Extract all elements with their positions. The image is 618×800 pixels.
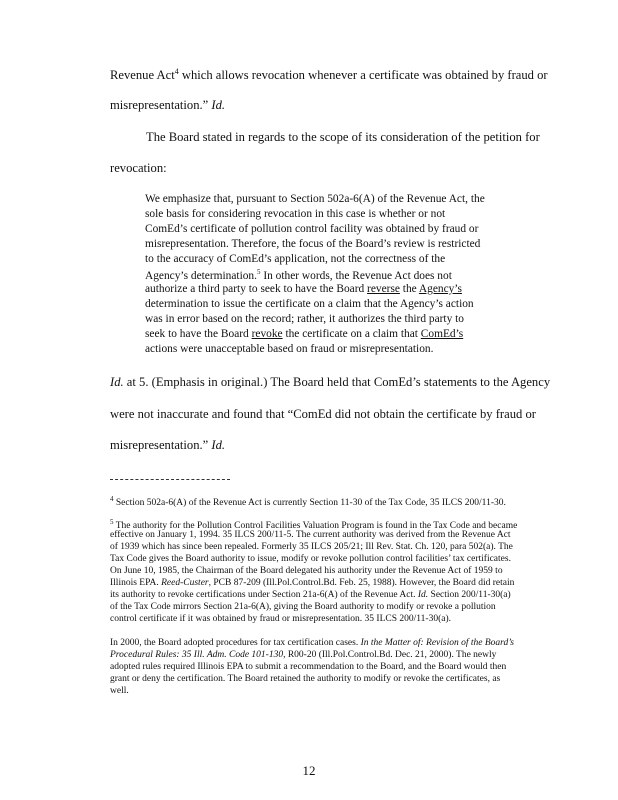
body-line: were not inaccurate and found that “ComEd did not obtain the certificate by fraud or xyxy=(110,407,536,421)
footnote-line: well. xyxy=(110,686,129,696)
footnote-line: $^5$ The authority for the Pollution Control Facilities Valuation Program is found in the Tax Code and became xyxy=(110,518,518,532)
body-line: Revenue Act$^4$ which allows revocation whenever a certificate was obtained by fraud or xyxy=(110,67,548,83)
quote-line: determination to issue the certificate on a claim that the Agency’s action xyxy=(145,298,474,310)
footnote-line: grant or deny the certification. The Board retained the authority to modify or revoke the certificates, as xyxy=(110,674,501,684)
footnote-line: Procedural Rules: 35 Ill. Adm. Code 101-130, R00-20 (Ill.Pol.Control.Bd. Dec. 21, 2000). The newly xyxy=(110,650,497,660)
body-line: The Board stated in regards to the scope of its consideration of the petition for xyxy=(146,130,540,144)
quote-line: was in error based on the record; rather, it authorizes the third party to xyxy=(145,313,464,325)
footnote-line: effective on January 1, 1994. 35 ILCS 200/11-5. The current authority was derived from the Revenue Act xyxy=(110,530,511,540)
footnote-line: In 2000, the Board adopted procedures for tax certification cases. In the Matter of: Revision of the Board’s xyxy=(110,638,514,648)
page-number: 12 xyxy=(302,763,316,778)
body-line: revocation: xyxy=(110,161,167,175)
footnote-line: control certificate if it was obtained by fraud or misrepresentation. 35 ILCS 200/11-30(a). xyxy=(110,614,452,624)
quote-line: sole basis for considering revocation in this case is whether or not xyxy=(145,208,446,220)
footnote-line: its authority to revoke certifications under Section 21a-6(A) of the Revenue Act. Id. Section 200/11-30(a) xyxy=(110,590,511,600)
quote-line: misrepresentation. Therefore, the focus of the Board’s review is restricted xyxy=(145,238,481,250)
footnote-line: Tax Code gives the Board authority to issue, modify or revoke pollution control facilities’ tax certificates. xyxy=(110,554,511,564)
footnote-line: Illinois EPA. Reed-Custer, PCB 87-209 (Ill.Pol.Control.Bd. Feb. 25, 1988). However, the Board did retain xyxy=(110,578,515,588)
quote-line: to the accuracy of ComEd’s application, not the correctness of the xyxy=(145,253,446,265)
footnote-4: $^4$ Section 502a-6(A) of the Revenue Act is currently Section 11-30 of the Tax Code, 35 ILCS 200/11-30. xyxy=(110,495,506,509)
quote-line: ComEd’s certificate of pollution control facility was obtained by fraud or xyxy=(145,223,479,235)
body-line: misrepresentation.” Id. xyxy=(110,98,226,112)
footnote-line: On June 10, 1985, the Chairman of the Board delegated his authority under the Revenue Act of 1959 to xyxy=(110,566,503,576)
quote-line: Agency’s determination.$^5$ In other words, the Revenue Act does not xyxy=(145,268,452,282)
body-line: Id. at 5. (Emphasis in original.) The Board held that ComEd’s statements to the Agency xyxy=(110,375,551,389)
quote-line: We emphasize that, pursuant to Section 502a-6(A) of the Revenue Act, the xyxy=(145,193,485,205)
quote-line: actions were unacceptable based on fraud or misrepresentation. xyxy=(145,343,434,355)
quote-line: authorize a third party to seek to have the Board reverse the Agency’s xyxy=(145,283,462,295)
footnote-line: of the Tax Code mirrors Section 21a-6(A), giving the Board authority to modify or revoke a pollution xyxy=(110,602,496,612)
footnote-line: adopted rules required Illinois EPA to submit a recommendation to the Board, and the Board would then xyxy=(110,662,507,672)
footnote-separator xyxy=(110,479,230,480)
footnote-line: of 1939 which has since been repealed. Formerly 35 ILCS 205/21; Ill Rev. Stat. Ch. 120, para 502(a). The xyxy=(110,542,513,552)
footnote-ref: 4 xyxy=(174,67,179,76)
body-line: misrepresentation.” Id. xyxy=(110,438,226,452)
footnote-ref: 5 xyxy=(256,268,261,276)
quote-line: seek to have the Board revoke the certificate on a claim that ComEd’s xyxy=(145,328,464,340)
